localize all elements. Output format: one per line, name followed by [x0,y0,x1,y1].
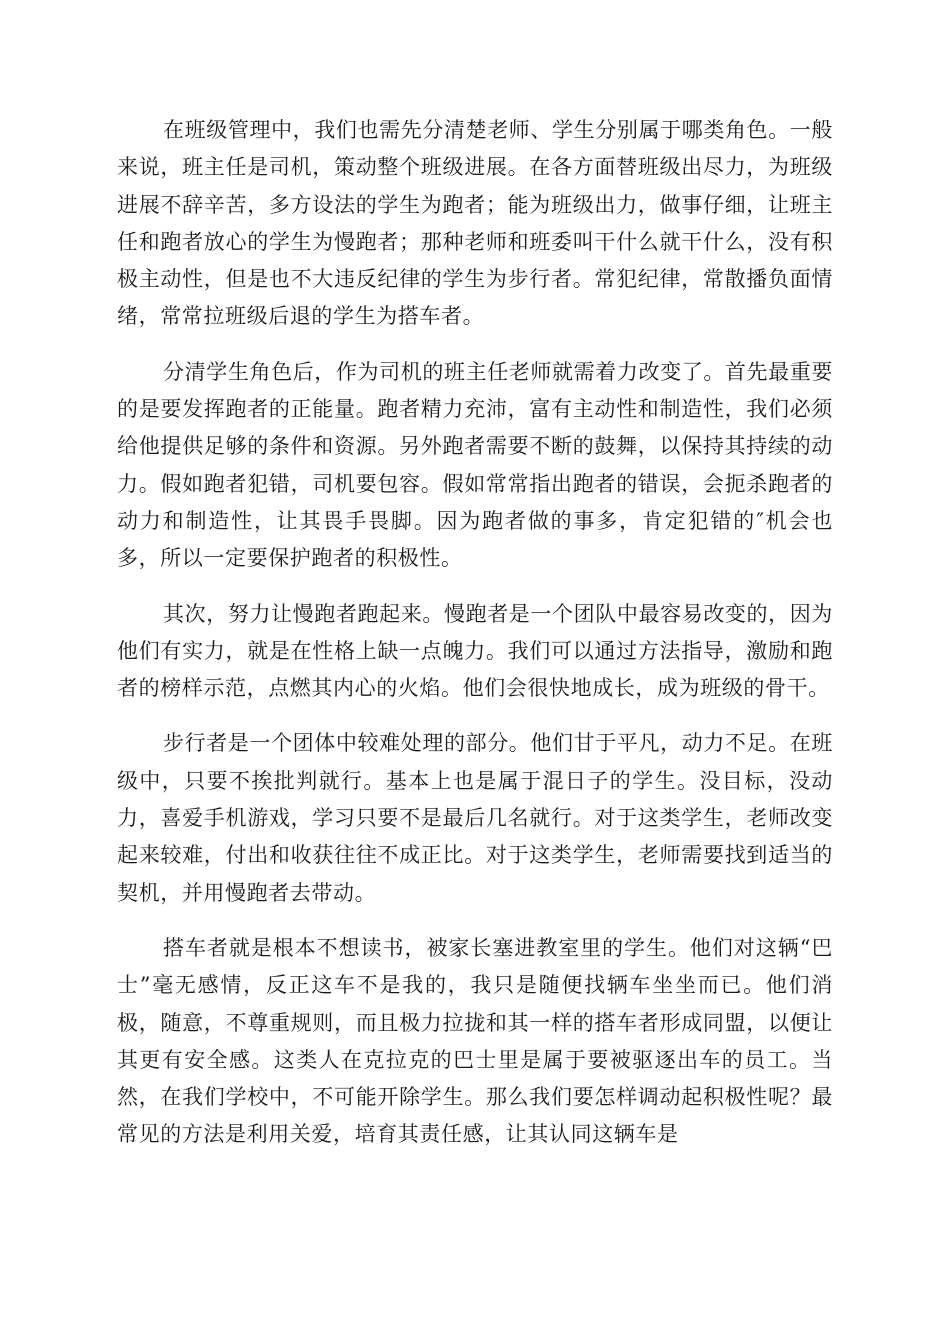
paragraph-walkers: 步行者是一个团体中较难处理的部分。他们甘于平凡，动力不足。在班级中，只要不挨批判就行。基本上也是属于混日子的学生。没目标，没动力，喜爱手机游戏，学习只要不是最后几名就行。对于这类学生，老师改变起来较难，付出和收获往往不成正比。对于这类学生，老师需要找到适当的契机，并用慢跑者去带动。 [117,731,833,905]
paragraph-joggers: 其次，努力让慢跑者跑起来。慢跑者是一个团队中最容易改变的，因为他们有实力，就是在性格上缺一点魄力。我们可以通过方法指导，激励和跑者的榜样示范，点燃其内心的火焰。他们会很快地成长，成为班级的骨干。 [117,601,833,701]
paragraph-runners: 分清学生角色后，作为司机的班主任老师就需着力改变了。首先最重要的是要发挥跑者的正能量。跑者精力充沛，富有主动性和制造性，我们必须给他提供足够的条件和资源。另外跑者需要不断的鼓舞，以保持其持续的动力。假如跑者犯错，司机要包容。假如常常指出跑者的错误，会扼杀跑者的动力和制造性，让其畏手畏脚。因为跑者做的事多，肯定犯错的″机会也多，所以一定要保护跑者的积极性。 [117,359,833,571]
paragraph-roles: 在班级管理中，我们也需先分清楚老师、学生分别属于哪类角色。一般来说，班主任是司机，策动整个班级进展。在各方面替班级出尽力，为班级进展不辞辛苦，多方设法的学生为跑者；能为班级出力，做事仔细，让班主任和跑者放心的学生为慢跑者；那种老师和班委叫干什么就干什么，没有积极主动性，但是也不大违反纪律的学生为步行者。常犯纪律，常散播负面情绪，常常拉班级后退的学生为搭车者。 [117,118,833,329]
paragraph-riders: 搭车者就是根本不想读书，被家长塞进教室里的学生。他们对这辆“巴士”毫无感情，反正这车不是我的，我只是随便找辆车坐坐而已。他们消极，随意，不尊重规则，而且极力拉拢和其一样的搭车者形成同盟，以便让其更有安全感。这类人在克拉克的巴士里是属于要被驱逐出车的员工。当然，在我们学校中，不可能开除学生。那么我们要怎样调动起积极性呢？最常见的方法是利用关爱，培育其责任感，让其认同这辆车是 [117,935,833,1147]
document-body [117,112,833,1172]
